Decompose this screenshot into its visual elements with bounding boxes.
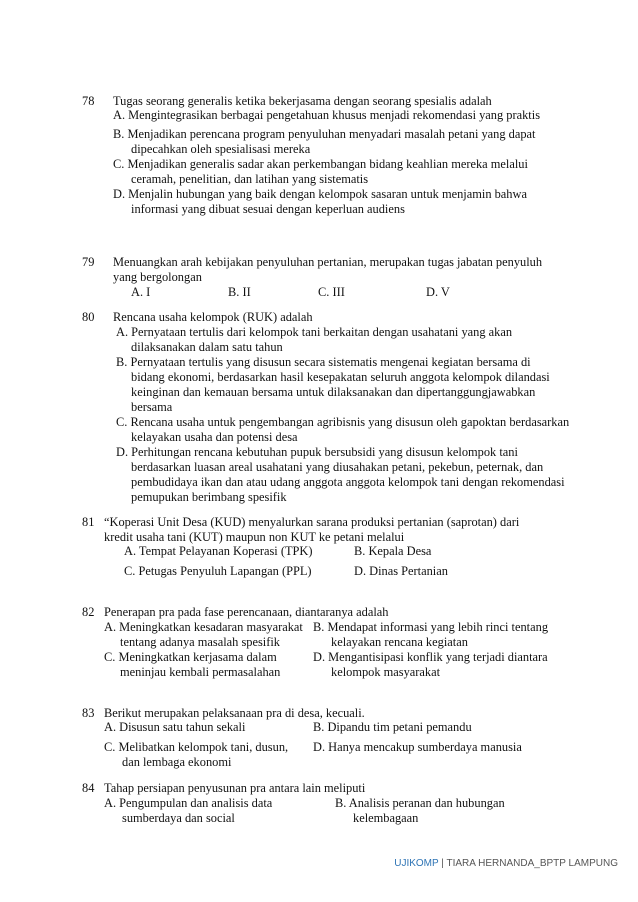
option-a: A. Disusun satu tahun sekali: [104, 720, 246, 734]
option-a: A. Pengumpulan dan analisis data: [104, 796, 273, 810]
question-number: 83: [82, 706, 95, 720]
option-a-cont: sumberdaya dan social: [122, 811, 235, 825]
option-d: D. Hanya mencakup sumberdaya manusia: [313, 740, 522, 754]
option-d-cont: pemupukan berimbang spesifik: [131, 490, 287, 504]
option-c-cont: kelayakan usaha dan potensi desa: [131, 430, 298, 444]
option-d: D. Mengantisipasi konflik yang terjadi diantara: [313, 650, 548, 664]
option-d-cont: berdasarkan luasan areal usahatani yang diusahakan petani, pekebun, peternak, dan: [131, 460, 544, 474]
option-d-cont: pembudidaya ikan dan atau udang anggota anggota kelompok tani dengan rekomendasi: [131, 475, 565, 489]
question-stem: Menuangkan arah kebijakan penyuluhan pertanian, merupakan tugas jabatan penyuluh: [113, 255, 543, 269]
option-b: B. Pernyataan tertulis yang disusun secara sistematis mengenai kegiatan bersama di: [116, 355, 531, 369]
question-stem: Penerapan pra pada fase perencanaan, diantaranya adalah: [104, 605, 389, 619]
question-stem: Tahap persiapan penyusunan pra antara lain meliputi: [104, 781, 366, 795]
option-a: A. Pernyataan tertulis dari kelompok tani berkaitan dengan usahatani yang akan: [116, 325, 513, 339]
question-number: 82: [82, 605, 95, 619]
option-d: D. V: [426, 285, 450, 299]
question-stem: Tugas seorang generalis ketika bekerjasama dengan seorang spesialis adalah: [113, 94, 492, 108]
question-number: 78: [82, 94, 95, 108]
option-d: D. Dinas Pertanian: [354, 564, 448, 578]
option-b: B. Kepala Desa: [354, 544, 432, 558]
question-stem: Rencana usaha kelompok (RUK) adalah: [113, 310, 313, 324]
option-b-cont: kelembagaan: [353, 811, 419, 825]
option-c: C. Petugas Penyuluh Lapangan (PPL): [124, 564, 312, 578]
option-b: B. Dipandu tim petani pemandu: [313, 720, 472, 734]
option-b-cont: keinginan dan kemauan bersama untuk dilaksanakan dan dipertanggungjawabkan: [131, 385, 536, 399]
page-footer: [394, 858, 618, 869]
question-stem: Berikut merupakan pelaksanaan pra di desa, kecuali.: [104, 706, 365, 720]
option-c: C. Melibatkan kelompok tani, dusun,: [104, 740, 289, 754]
option-b-cont: kelayakan rencana kegiatan: [331, 635, 468, 649]
option-c: C. III: [318, 285, 345, 299]
question-number: 81: [82, 515, 95, 529]
option-b: B. Analisis peranan dan hubungan: [335, 796, 505, 810]
question-stem-cont: yang bergolongan: [113, 270, 202, 284]
option-b-cont: bersama: [131, 400, 173, 414]
option-a: A. I: [131, 285, 151, 299]
question-number: 84: [82, 781, 95, 795]
option-b: B. Mendapat informasi yang lebih rinci tentang: [313, 620, 549, 634]
option-c: C. Menjadikan generalis sadar akan perkembangan bidang keahlian mereka melalui: [113, 157, 528, 171]
option-d: D. Perhitungan rencana kebutuhan pupuk bersubsidi yang disusun kelompok tani: [116, 445, 518, 459]
question-stem-cont: kredit usaha tani (KUT) maupun non KUT ke petani melalui: [104, 530, 405, 544]
footer-brand: UJIKOMP: [394, 858, 439, 869]
option-c-cont: dan lembaga ekonomi: [122, 755, 232, 769]
option-d-cont: kelompok masyarakat: [331, 665, 441, 679]
option-a: A. Tempat Pelayanan Koperasi (TPK): [124, 544, 313, 558]
option-a-cont: dilaksanakan dalam satu tahun: [131, 340, 283, 354]
question-stem: “Koperasi Unit Desa (KUD) menyalurkan sarana produksi pertanian (saprotan) dari: [104, 515, 520, 529]
option-b: B. Menjadikan perencana program penyuluhan menyadari masalah petani yang dapat: [113, 127, 536, 141]
option-a: A. Mengintegrasikan berbagai pengetahuan khusus menjadi rekomendasi yang praktis: [113, 108, 541, 122]
question-number: 80: [82, 310, 95, 324]
footer-author: | TIARA HERNANDA_BPTP LAMPUNG: [438, 858, 618, 869]
option-c: C. Meningkatkan kerjasama dalam: [104, 650, 277, 664]
option-b-cont: bidang ekonomi, berdasarkan hasil kesepakatan seluruh anggota kelompok dilandasi: [131, 370, 550, 384]
option-d: D. Menjalin hubungan yang baik dengan kelompok sasaran untuk menjamin bahwa: [113, 187, 527, 201]
option-b: B. II: [228, 285, 251, 299]
option-d-cont: informasi yang dibuat sesuai dengan keperluan audiens: [131, 202, 405, 216]
option-c-cont: meninjau kembali permasalahan: [120, 665, 281, 679]
option-a-cont: tentang adanya masalah spesifik: [120, 635, 280, 649]
option-b-cont: dipecahkan oleh spesialisasi mereka: [131, 142, 311, 156]
option-c-cont: ceramah, penelitian, dan latihan yang sistematis: [131, 172, 369, 186]
option-c: C. Rencana usaha untuk pengembangan agribisnis yang disusun oleh gapoktan berdasarkan: [116, 415, 570, 429]
question-number: 79: [82, 255, 95, 269]
option-a: A. Meningkatkan kesadaran masyarakat: [104, 620, 303, 634]
